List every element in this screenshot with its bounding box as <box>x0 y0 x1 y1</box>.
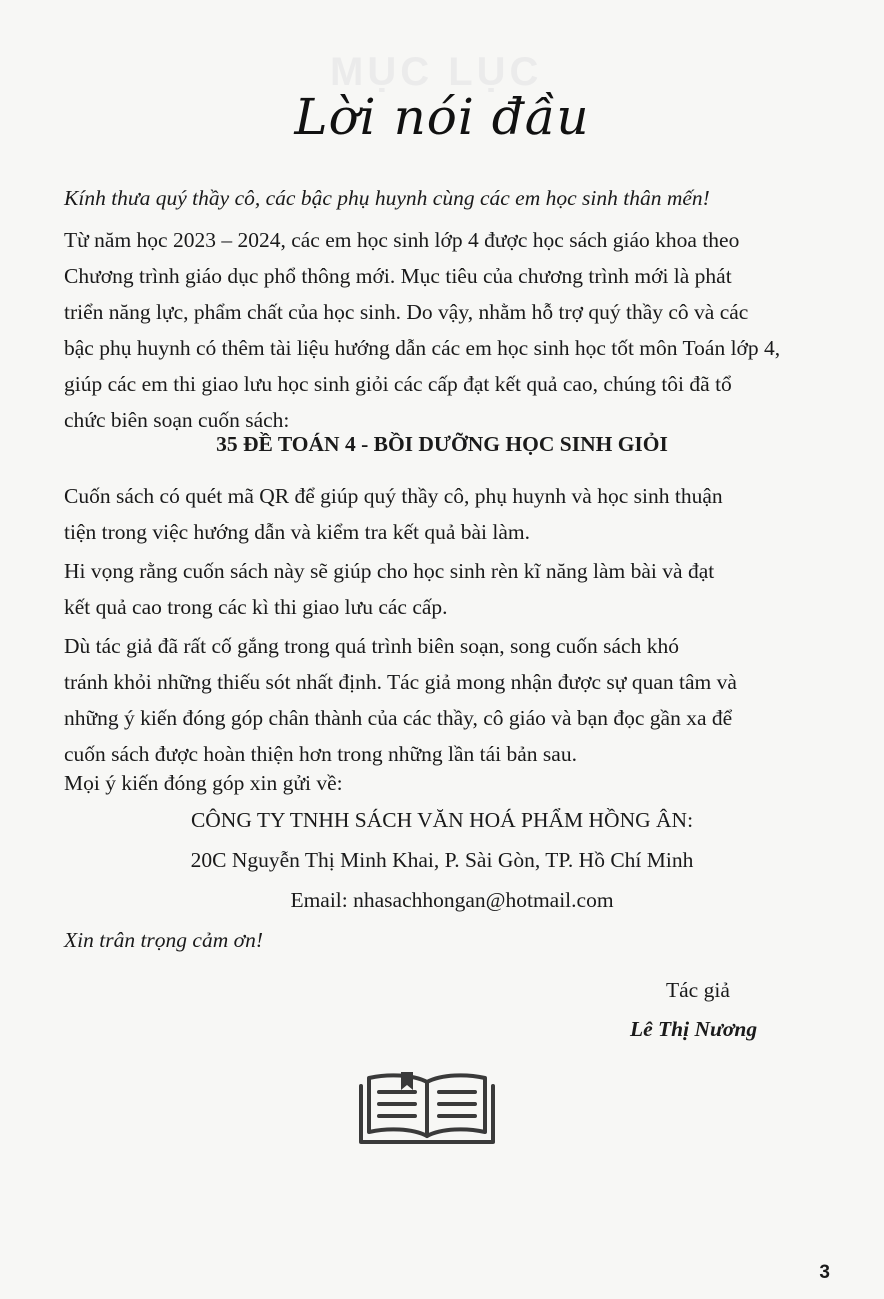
author-name: Lê Thị Nương <box>630 1017 758 1041</box>
intro-line: Chương trình giáo dục phổ thông mới. Mục tiêu của chương trình mới là phát <box>64 264 732 288</box>
apology-line: những ý kiến đóng góp chân thành của các thầy, cô giáo và bạn đọc gần xa để <box>64 706 733 730</box>
intro-line: chức biên soạn cuốn sách: <box>64 408 290 432</box>
contact-intro-text: Mọi ý kiến đóng góp xin gửi về: <box>64 771 343 795</box>
open-book-icon <box>357 1070 497 1146</box>
hope-paragraph <box>64 553 844 625</box>
apology-line: tránh khỏi những thiếu sót nhất định. Tác giả mong nhận được sự quan tâm và <box>64 670 737 694</box>
intro-line: giúp các em thi giao lưu học sinh giỏi các cấp đạt kết quả cao, chúng tôi đã tổ <box>64 372 732 396</box>
intro-line: bậc phụ huynh có thêm tài liệu hướng dẫn các em học sinh học tốt môn Toán lớp 4, <box>64 336 781 360</box>
apology-line: cuốn sách được hoàn thiện hơn trong những lần tái bản sau. <box>64 742 577 766</box>
page-number: 3 <box>819 1262 830 1283</box>
company-address: 20C Nguyễn Thị Minh Khai, P. Sài Gòn, TP. Hồ Chí Minh <box>190 848 694 872</box>
apology-paragraph <box>64 628 844 772</box>
thanks-text: Xin trân trọng cảm ơn! <box>64 928 263 952</box>
apology-line: Dù tác giả đã rất cố gắng trong quá trình biên soạn, song cuốn sách khó <box>64 634 679 658</box>
contact-intro <box>64 765 844 801</box>
hope-line: kết quả cao trong các kì thi giao lưu các cấp. <box>64 595 448 619</box>
intro-line: triển năng lực, phẩm chất của học sinh. Do vậy, nhằm hỗ trợ quý thầy cô và các <box>64 300 749 324</box>
book-title: 35 ĐỀ TOÁN 4 - BỒI DƯỠNG HỌC SINH GIỎI <box>216 432 668 456</box>
show-through-text: MỤC LỤC <box>330 50 543 94</box>
qr-paragraph <box>64 478 844 550</box>
qr-line: Cuốn sách có quét mã QR để giúp quý thầy cô, phụ huynh và học sinh thuận <box>64 484 723 508</box>
qr-line: tiện trong việc hướng dẫn và kiểm tra kết quả bài làm. <box>64 520 531 544</box>
intro-paragraph <box>64 222 844 438</box>
intro-line: Từ năm học 2023 – 2024, các em học sinh lớp 4 được học sách giáo khoa theo <box>64 228 740 252</box>
author-label: Tác giả <box>666 978 730 1002</box>
company-name: CÔNG TY TNHH SÁCH VĂN HOÁ PHẨM HỒNG ÂN: <box>190 808 694 832</box>
page-title: Lời nói đầu <box>294 88 590 146</box>
greeting: Kính thưa quý thầy cô, các bậc phụ huynh cùng các em học sinh thân mến! <box>64 186 710 210</box>
hope-line: Hi vọng rằng cuốn sách này sẽ giúp cho học sinh rèn kĩ năng làm bài và đạt <box>64 559 715 583</box>
company-email: Email: nhasachhongan@hotmail.com <box>290 888 614 912</box>
